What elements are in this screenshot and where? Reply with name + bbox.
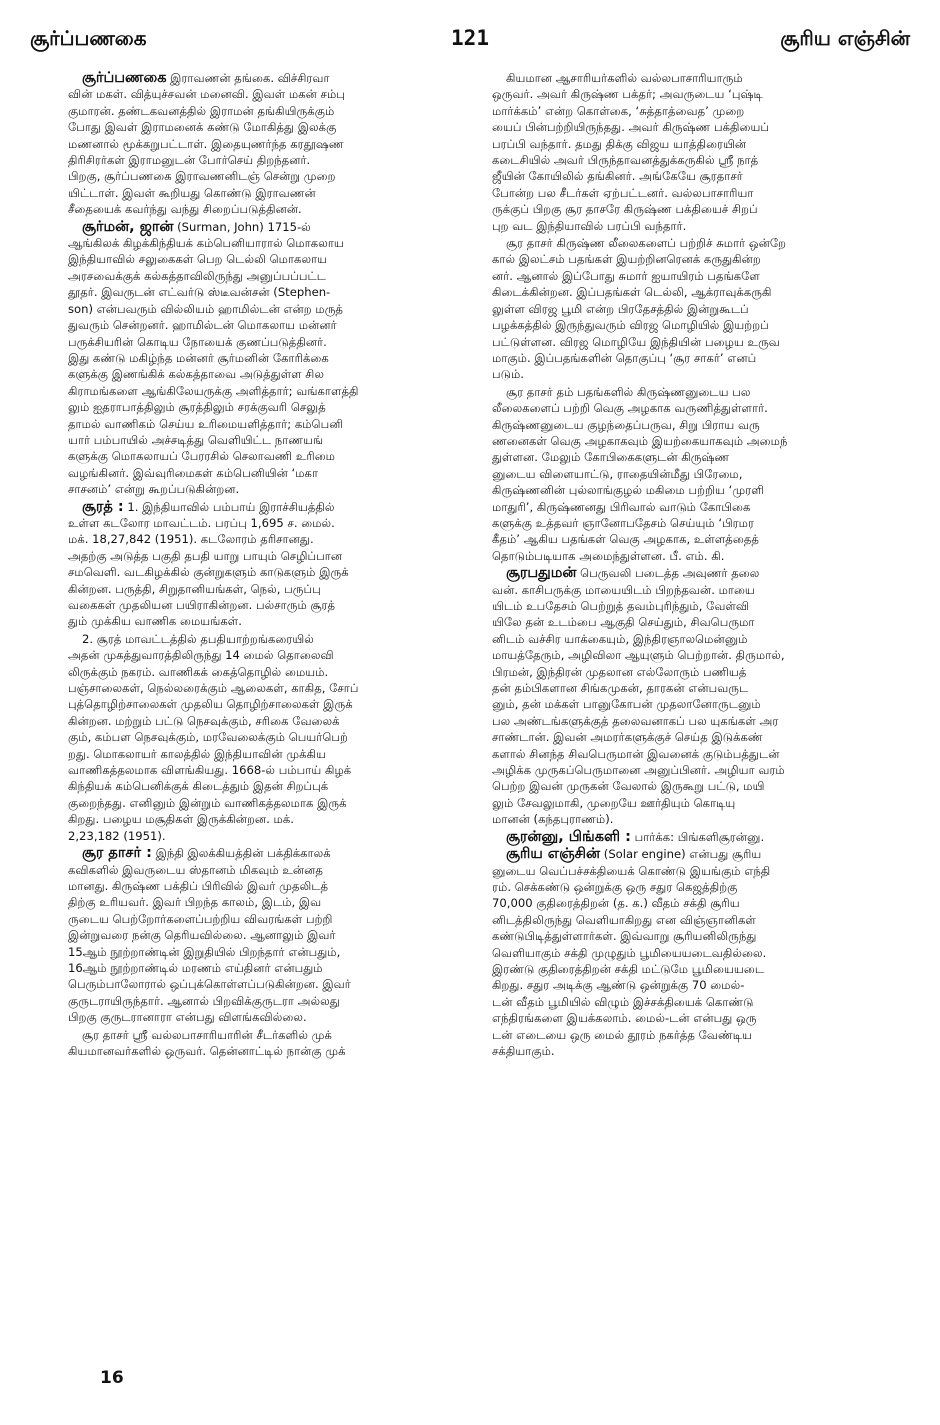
entry-text: (Solar engine) என்பது சூரிய னுடைய வெப்பச்சக்தியைக் கொண்டு இயங்கும் எந்தி ரம். செக்கண்டு ஒன்றுக்கு ஒரு சதுர கெஜத்திற்கு 70,000 குதிரைத்திறன் (த. க.) வீதம் சக்தி சூரிய னிடத்திலிருந்து வெளியாகிறது என விஞ்ஞானிகள் கண்டுபிடித்துள்ளார்கள். இவ்வாறு சூரியனிலிருந்து வெளியாகும் சக்தி முழுதும் பூமியையடைவதில்லை. இரண்டு குதிரைத்திறன் சக்தி மட்டுமே பூமியையடை கிறது. சதுர அடிக்கு ஆண்டு ஒன்றுக்கு 70 மைல்- டன் வீதம் பூமியில் விழும் இச்சக்தியைக் கொண்டு எந்திரங்களை இயக்கலாம். மைல்-டன் என்பது ஒரு டன் எடையை ஒரு மைல் தூரம் நகர்த்த வேண்டிய சக்தியாகும்.	[492, 847, 771, 1058]
entry-suranna-pingali	[492, 829, 892, 845]
headword: சூர்ப்பணகை	[82, 70, 167, 86]
running-head-right: சூரிய எஞ்சின்	[780, 26, 910, 50]
page-number-bottom: 16	[100, 1368, 124, 1388]
headword: சூரபதுமன்	[506, 565, 577, 582]
entry-text: பெருவலி படைத்த அவுணர் தலை வன். காசிபருக்கு மாயையிடம் பிறந்தவன். மாயை யிடம் உபதேசம் பெற்றுத் தவம்புரிந்தும், வேள்வி யிலே தன் உடம்பை ஆகுதி செய்தும், சிவபெருமா னிடம் வச்சிர யாக்கையும், இந்திரஞாலமென்னும் மாயத்தேரும், அழிவிலா ஆயுளும் பெற்றான். திருமால், பிரமன், இந்திரன் முதலான எல்லோரும் பணியத் தன் தம்பிகளான சிங்கமுகன், தாரகன் என்பவருட னும், தன் மக்கள் பானுகோபன் முதலானோருடனும் பல அண்டங்களுக்குத் தலைவனாகப் பல யுகங்கள் அர சாண்டான். இவன் அமரர்களுக்குச் செய்த இடுக்கண் களால் சினந்த சிவபெருமான் இவனைக் குடும்பத்துடன் அழிக்க முருகப்பெருமானை அனுப்பினர். அழியா வரம் பெற்ற இவன் முருகன் வேலால் இருகூறு பட்டு, மயி லும் சேவலுமாகி, முறையே ஊர்தியும் கொடியு மானன் (கந்தபுராணம்).	[492, 566, 785, 827]
headword: சூரத் :	[82, 498, 124, 515]
entry-surat-2	[68, 631, 468, 844]
entry-solar-engine	[492, 846, 892, 1059]
entry-continued	[492, 70, 892, 234]
entry-text: சூர தாசர் கிருஷ்ண லீலைகளைப் பற்றிச் சுமார் ஒன்றே கால் இலட்சம் பதங்கள் இயற்றினரெனக் கருதுகின்ற னர். ஆனால் இப்போது சுமார் ஐயாயிரம் பதங்களே கிடைக்கின்றன. இப்பதங்கள் டெல்லி, ஆக்ராவுக்கருகி லுள்ள விரஜ பூமி என்ற பிரதேசத்தில் இன்றுகூடப் பழக்கத்தில் இருந்துவரும் விரஜ மொழியில் இயற்றப் பட்டுள்ளன. விரஜ மொழியே இந்தியின் பழைய உருவ மாகும். இப்பதங்களின் தொகுப்பு ‘சூர சாகர்’ எனப் படும்.	[492, 236, 786, 382]
entry-surapadman	[492, 565, 892, 828]
headword: சூர தாசர் :	[82, 845, 152, 862]
entry-text: கியமான ஆசாரியர்களில் வல்லபாசாரியாரும் ஒருவர். அவர் கிருஷ்ண பக்தர்; அவருடைய ‘புஷ்டி மார்க்கம்’ என்ற கொள்கை, ‘சுத்தாத்வைத’ முறை யைப் பின்பற்றியிருந்தது. அவர் கிருஷ்ண பக்தியைப் பரப்பி வந்தார். தமது திக்கு விஜய யாத்திரையின் கடைசியில் அவர் பிருந்தாவனத்துக்கருகில் ஸ்ரீ நாத் ஜீயின் கோயிலில் தங்கினர். அங்கேயே சூரதாசர் போன்ற பல சீடர்கள் ஏற்பட்டனர். வல்லபாசாரியா ருக்குப் பிறகு சூர தாசரே கிருஷ்ண பக்தியைச் சிறப் புற வட இந்தியாவில் பரப்பி வந்தார்.	[492, 71, 770, 233]
entry-text: 2. சூரத் மாவட்டத்தில் தபதியாற்றங்கரையில் அதன் முகத்துவாரத்திலிருந்து 14 மைல் தொலைவி லிருக்கும் நகரம். வாணிகக் கைத்தொழில் மையம். பஞ்சாலைகள், நெல்லரைக்கும் ஆலைகள், காகித, சோப் புத்தொழிற்சாலைகள் முதலிய தொழிற்சாலைகள் இருக் கின்றன. மற்றும் பட்டு நெசவுக்கும், சரிகை வேலைக் கும், கம்பள நெசவுக்கும், மரவேலைக்கும் பெயர்பெற் றது. மொகலாயர் காலத்தில் இந்தியாவின் முக்கிய வாணிகத்தலமாக விளங்கியது. 1668-ல் பம்பாய் கிழக் கிந்தியக் கம்பெனிக்குக் கிடைத்தும் இதன் சிறப்புக் குறைந்தது. எனினும் இன்றும் வாணிகத்தலமாக இருக் கிறது. பழைய மசூதிகள் இருக்கின்றன. மக். 2,23,182 (1951).	[68, 631, 359, 843]
entry-text: இராவணன் தங்கை. விச்சிரவா வின் மகள். வித்யுச்சவன் மனைவி. இவள் மகன் சம்பு குமாரன். தண்டகவனத்தில் இராமன் தங்கியிருக்கும் போது இவள் இராமனைக் கண்டு மோகித்து இலக்கு மணனால் மூக்கறுபட்டாள். இதையுணர்ந்த கரதூஷண திரிசிரர்கள் இராமனுடன் போர்செய் திறந்தனர். பிறகு, சூர்ப்பணகை இராவணனிடஞ் சென்று முறை யிட்டாள். இவள் கூறியது கொண்டு இராவணன் சீதையைக் கவர்ந்து வந்து சிறைப்படுத்தினன்.	[68, 71, 345, 217]
entry-sura-dasar-cont	[68, 1027, 468, 1060]
entry-text: (Surman, John) 1715-ல் ஆங்கிலக் கிழக்கிந்தியக் கம்பெனியாரால் மொகலாய இந்தியாவில் சலுகைகள் பெற டெல்லி மொகலாய அரசவைக்குக் கல்கத்தாவிலிருந்து அனுப்பப்பட்ட தூதர். இவருடன் எட்வர்டு ஸ்டீவன்சன் (Stephen- son) என்பவரும் வில்லியம் ஹாமில்டன் என்ற மருத் துவரும் சென்றனர். ஹாமில்டன் மொகலாய மன்னர் பருக்சியரின் கொடிய நோயைக் குணப்படுத்தினர். இது கண்டு மகிழ்ந்த மன்னர் சூர்மனின் கோரிக்கை களுக்கு இணங்கிக் கல்கத்தாவை அடுத்துள்ள சில கிராமங்களை ஆங்கிலேயருக்கு அளித்தார்; வங்காளத்தி லும் ஐதராபாத்திலும் சூரத்திலும் சரக்குவரி செலுத் தாமல் வாணிகம் செய்ய உரிமையளித்தார்; கம்பெனி யார் பம்பாயில் அச்சடித்து வெளியிட்ட நாணயங் களுக்கு மொகலாயப் பேரரசில் செலாவணி உரிமை வழங்கினர். இவ்வுரிமைகள் கம்பெனியின் ‘மகா சாசனம்’ என்று கூறப்படுகின்றன.	[68, 219, 359, 497]
entry-text: பார்க்க: பிங்களிசூரன்னு.	[630, 829, 765, 844]
entry-sura-dasar	[68, 845, 468, 1025]
entry-surpanakai	[68, 70, 468, 218]
entry-surat	[68, 499, 468, 630]
entry-text: 1. இந்தியாவில் பம்பாய் இராச்சியத்தில் உள்ள கடலோர மாவட்டம். பரப்பு 1,695 ச. மைல். மக். 18,27,842 (1951). கடலோரம் தரிசானது. அதற்கு அடுத்த பகுதி தபதி யாறு பாயும் செழிப்பான சமவெளி. வடகிழக்கில் குன்றுகளும் காடுகளும் இருக் கின்றன. பருத்தி, சிறுதானியங்கள், நெல், பருப்பு வகைகள் முதலியன பயிராகின்றன. பல்சாரும் சூரத் தும் முக்கிய வாணிக மையங்கள்.	[68, 499, 349, 629]
headword: சூரிய எஞ்சின்	[506, 846, 601, 863]
entry-text: சூர தாசர் ஸ்ரீ வல்லபாசாரியாரின் சீடர்களில் முக் கியமானவர்களில் ஒருவர். தென்னாட்டில் நான்கு முக்	[68, 1027, 346, 1058]
page-number-top: 121	[451, 26, 489, 50]
body-columns	[68, 70, 888, 1352]
headword: சூர்மன், ஜான்	[82, 218, 174, 235]
page-header	[30, 26, 910, 60]
left-column	[68, 70, 468, 1352]
headword: சூரன்னு, பிங்களி :	[506, 828, 631, 845]
running-head-left: சூர்ப்பணகை	[30, 26, 147, 50]
entry-surman-john	[68, 219, 468, 498]
entry-text: சூர தாசர் தம் பதங்களில் கிருஷ்ணனுடைய பல லீலைகளைப் பற்றி வெகு அழகாக வருணித்துள்ளார். கிருஷ்ணனுடைய குழந்தைப்பருவ, சிறு பிராய வரு ணனைகள் வெகு அழகாகவும் இயற்கையாகவும் அமைந் துள்ளன. மேலும் கோபிகைகளுடன் கிருஷ்ண னுடைய விளையாட்டு, ராதையின்மீது பிரேமை, கிருஷ்ணனின் புல்லாங்குழல் மகிமை பற்றிய ‘முரளி மாதுரி’, கிருஷ்ணனது பிரிவால் வாடும் கோபிகை களுக்கு உத்தவர் ஞானோபதேசம் செய்யும் ‘பிரமர கீதம்’ ஆகிய பதங்கள் வெகு அழகாக, உள்ளத்தைத் தொடும்படியாக அமைந்துள்ளன. பீ. எம். கி.	[492, 384, 788, 563]
entry-sura-dasar-leelai	[492, 384, 892, 564]
entry-text: இந்தி இலக்கியத்தின் பக்திக்காலக் கவிகளில் இவருடைய ஸ்தானம் மிகவும் உன்னத மானது. கிருஷ்ண பக்திப் பிரிவில் இவர் முதலிடத் திற்கு உரியவர். இவர் பிறந்த காலம், இடம், இவ ருடைய பெற்றோர்களைப்பற்றிய விவரங்கள் பற்றி இன்றுவரை நன்கு தெரியவில்லை. ஆனாலும் இவர் 15ஆம் நூற்றாண்டின் இறுதியில் பிறந்தார் என்பதும், 16ஆம் நூற்றாண்டில் மரணம் எய்தினர் என்பதும் பெரும்பாலோரால் ஒப்புக்கொள்ளப்படுகின்றன. இவர் குருடராயிருந்தார். ஆனால் பிறவிக்குருடரா அல்லது பிறகு குருடரானாரா என்பது விளங்கவில்லை.	[68, 846, 351, 1025]
entry-sura-dasar-padangal	[492, 235, 892, 383]
right-column	[492, 70, 892, 1352]
